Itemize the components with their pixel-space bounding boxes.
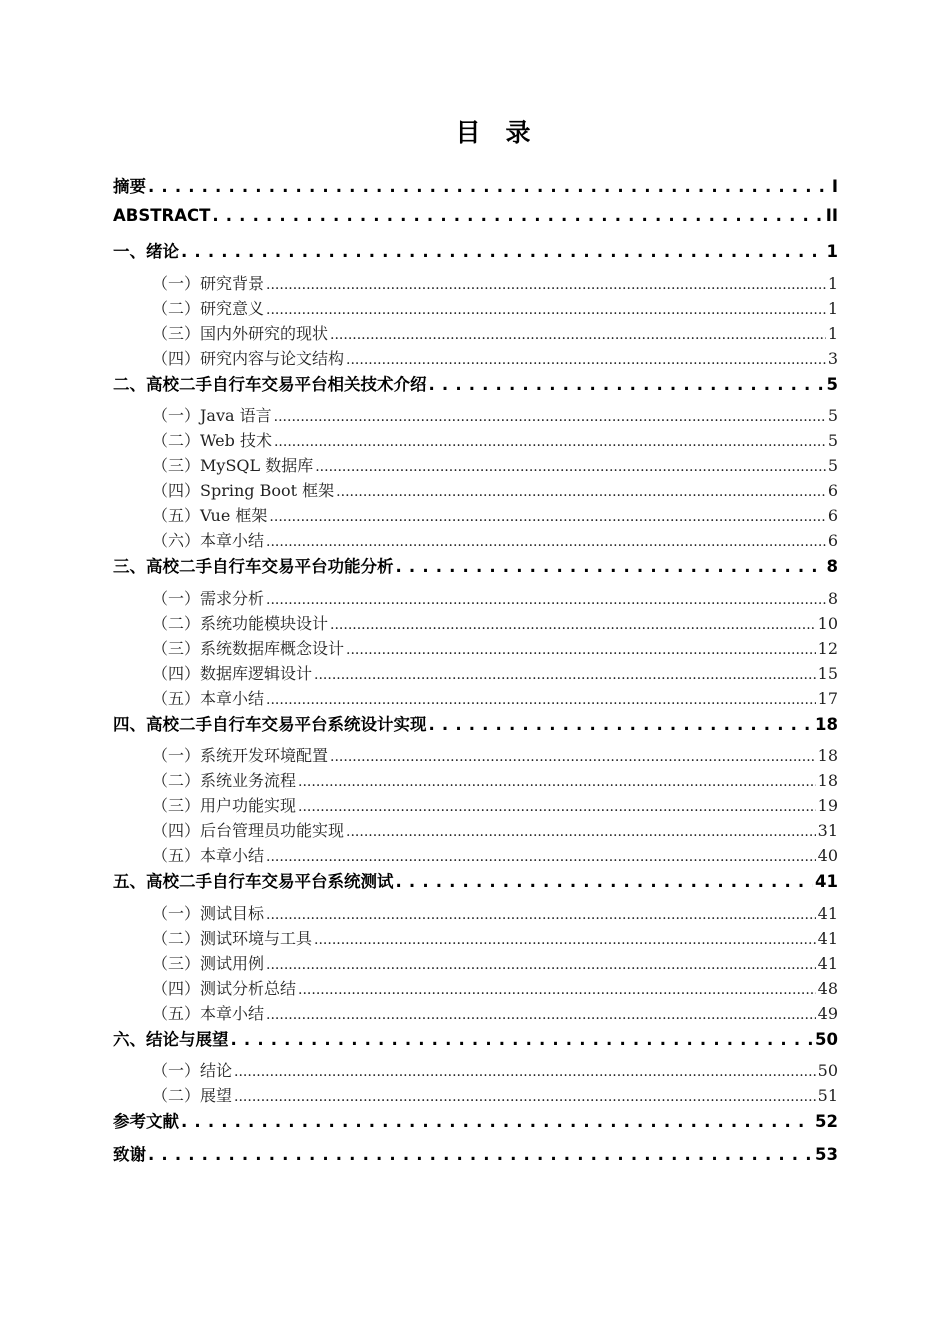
toc-dot-leader xyxy=(346,639,816,658)
toc-page-number: 10 xyxy=(817,613,838,633)
toc-dot-leader xyxy=(314,664,816,683)
toc-entry-label: Vue 框架 xyxy=(200,506,268,525)
toc-entry-number: （四） xyxy=(152,348,201,368)
toc-entry-number: （三） xyxy=(152,796,201,815)
toc-page-number: 18 xyxy=(815,714,838,734)
toc-page-number: 1 xyxy=(827,298,838,318)
toc-entry-number: 五、 xyxy=(113,872,146,891)
toc-page-number: 41 xyxy=(817,928,838,948)
toc-entry-label: 后台管理员功能实现 xyxy=(200,821,345,840)
toc-page-number: 19 xyxy=(817,796,838,815)
toc-section-entry[interactable] xyxy=(113,321,838,346)
toc-chapter-entry[interactable] xyxy=(113,1141,838,1174)
page-title: 目 录 xyxy=(455,118,531,147)
toc-entry-label: 用户功能实现 xyxy=(200,796,297,815)
toc-entry-number: （二） xyxy=(152,431,201,450)
toc-entry-number: （一） xyxy=(152,588,201,608)
toc-page-number: 48 xyxy=(817,978,838,998)
toc-entry-number: （二） xyxy=(152,298,201,318)
toc-entry-label: 高校二手自行车交易平台系统设计实现 xyxy=(146,714,427,734)
toc-dot-leader xyxy=(181,242,825,261)
toc-page-number: 52 xyxy=(815,1112,838,1131)
toc-entry-label: 研究意义 xyxy=(200,298,265,318)
toc-page-number: 8 xyxy=(827,588,838,608)
toc-dot-leader xyxy=(274,406,826,425)
toc-page-number: 41 xyxy=(815,872,838,891)
toc-entry-number: （二） xyxy=(152,613,201,633)
toc-dot-leader xyxy=(266,299,826,318)
toc-page-number: 3 xyxy=(827,348,838,368)
toc-dot-leader xyxy=(234,1061,816,1080)
toc-entry-label: 高校二手自行车交易平台系统测试 xyxy=(146,872,394,891)
toc-entry-label: ABSTRACT xyxy=(113,205,211,225)
toc-entry-label: 致谢 xyxy=(113,1144,146,1164)
toc-page-number: 1 xyxy=(827,323,838,343)
toc-entry-label: 系统功能模块设计 xyxy=(200,613,329,633)
toc-entry-number: 二、 xyxy=(113,374,146,394)
toc-dot-leader xyxy=(148,1145,813,1164)
toc-entry-number: 三、 xyxy=(113,557,146,576)
toc-section-entry[interactable] xyxy=(113,843,838,868)
toc-page-number: 51 xyxy=(817,1086,838,1105)
toc-entry-number: （四） xyxy=(152,663,201,683)
toc-page-number: 31 xyxy=(817,821,838,840)
toc-dot-leader xyxy=(266,531,826,550)
toc-entry-number: 一、 xyxy=(113,242,146,261)
toc-entry-number: （五） xyxy=(152,688,201,708)
toc-dot-leader xyxy=(298,796,816,815)
toc-section-entry[interactable] xyxy=(113,661,838,686)
toc-entry-number: （五） xyxy=(152,1003,201,1023)
toc-chapter-entry[interactable] xyxy=(113,868,838,901)
toc-entry-number: （一） xyxy=(152,903,201,923)
toc-entry-label: 测试用例 xyxy=(200,953,265,973)
toc-section-entry[interactable] xyxy=(113,611,838,636)
toc-chapter-entry[interactable] xyxy=(113,553,838,586)
toc-entry-label: 系统开发环境配置 xyxy=(200,746,329,765)
toc-entry-label: 系统业务流程 xyxy=(200,771,297,790)
toc-entry-number: （四） xyxy=(152,481,201,500)
toc-entry-label: 系统数据库概念设计 xyxy=(200,638,345,658)
toc-section-entry[interactable] xyxy=(113,951,838,976)
toc-section-entry[interactable] xyxy=(113,296,838,321)
toc-page-number: I xyxy=(831,177,838,196)
toc-entry-label: 摘要 xyxy=(113,177,146,196)
toc-section-entry[interactable] xyxy=(113,976,838,1001)
toc-entry-number: （三） xyxy=(152,638,201,658)
toc-dot-leader xyxy=(330,614,816,633)
toc-page-number: 5 xyxy=(827,431,838,450)
toc-entry-label: 本章小结 xyxy=(200,1003,265,1023)
toc-entry-label: 结论与展望 xyxy=(146,1029,229,1049)
toc-entry-label: Java 语言 xyxy=(200,406,272,425)
table-of-contents xyxy=(113,173,838,1173)
toc-chapter-entry[interactable] xyxy=(113,1108,838,1141)
toc-entry-label: 国内外研究的现状 xyxy=(200,323,329,343)
toc-page-number: 50 xyxy=(817,1061,838,1080)
toc-dot-leader xyxy=(148,177,830,196)
toc-dot-leader xyxy=(315,456,826,475)
toc-chapter-entry[interactable] xyxy=(113,206,838,239)
toc-entry-label: 绪论 xyxy=(146,242,179,261)
toc-section-entry[interactable] xyxy=(113,346,838,371)
toc-entry-number: （六） xyxy=(152,531,201,550)
toc-section-entry[interactable] xyxy=(113,428,838,453)
toc-section-entry[interactable] xyxy=(113,793,838,818)
toc-entry-number: （五） xyxy=(152,846,201,865)
toc-entry-number: （五） xyxy=(152,506,201,525)
toc-dot-leader xyxy=(298,771,816,790)
toc-dot-leader xyxy=(346,821,816,840)
toc-dot-leader xyxy=(266,589,826,608)
toc-entry-label: 测试目标 xyxy=(200,903,265,923)
toc-chapter-entry[interactable] xyxy=(113,711,838,744)
toc-entry-number: （三） xyxy=(152,323,201,343)
toc-dot-leader xyxy=(330,746,816,765)
toc-entry-number: （四） xyxy=(152,978,201,998)
toc-dot-leader xyxy=(231,1030,814,1049)
toc-dot-leader xyxy=(396,872,814,891)
toc-entry-label: 本章小结 xyxy=(200,531,265,550)
toc-entry-label: 需求分析 xyxy=(200,588,265,608)
toc-page-number: 40 xyxy=(817,846,838,865)
toc-chapter-entry[interactable] xyxy=(113,371,838,404)
toc-page-number: 12 xyxy=(817,638,838,658)
toc-page-number: 5 xyxy=(827,406,838,425)
toc-section-entry[interactable] xyxy=(113,1083,838,1108)
toc-dot-leader xyxy=(234,1086,816,1105)
toc-entry-label: 展望 xyxy=(200,1086,233,1105)
toc-entry-label: 测试环境与工具 xyxy=(200,928,313,948)
toc-dot-leader xyxy=(429,375,825,394)
toc-dot-leader xyxy=(266,846,816,865)
toc-dot-leader xyxy=(298,979,816,998)
toc-section-entry[interactable] xyxy=(113,453,838,478)
toc-dot-leader xyxy=(336,481,826,500)
toc-chapter-entry[interactable] xyxy=(113,1026,838,1059)
toc-dot-leader xyxy=(212,206,823,225)
toc-dot-leader xyxy=(429,715,814,734)
toc-section-entry[interactable] xyxy=(113,743,838,768)
toc-section-entry[interactable] xyxy=(113,636,838,661)
toc-section-entry[interactable] xyxy=(113,926,838,951)
toc-page-number: 17 xyxy=(817,688,838,708)
toc-section-entry[interactable] xyxy=(113,586,838,611)
toc-page-number: II xyxy=(825,205,838,225)
toc-entry-label: 测试分析总结 xyxy=(200,978,297,998)
toc-entry-label: 结论 xyxy=(200,1061,233,1080)
toc-section-entry[interactable] xyxy=(113,528,838,553)
toc-page-number: 6 xyxy=(827,506,838,525)
toc-entry-label: 高校二手自行车交易平台相关技术介绍 xyxy=(146,374,427,394)
toc-section-entry[interactable] xyxy=(113,271,838,296)
toc-dot-leader xyxy=(269,506,825,525)
toc-dot-leader xyxy=(266,954,816,973)
toc-entry-label: 参考文献 xyxy=(113,1112,179,1131)
toc-page-number: 41 xyxy=(817,903,838,923)
toc-entry-number: （三） xyxy=(152,456,201,475)
toc-section-entry[interactable] xyxy=(113,818,838,843)
toc-section-entry[interactable] xyxy=(113,478,838,503)
toc-entry-label: MySQL 数据库 xyxy=(200,456,314,475)
toc-dot-leader xyxy=(266,904,816,923)
toc-entry-number: （三） xyxy=(152,953,201,973)
toc-section-entry[interactable] xyxy=(113,403,838,428)
toc-entry-label: 本章小结 xyxy=(200,846,265,865)
toc-section-entry[interactable] xyxy=(113,503,838,528)
toc-chapter-entry[interactable] xyxy=(113,238,838,271)
toc-page-number: 50 xyxy=(815,1029,838,1049)
toc-dot-leader xyxy=(266,274,826,293)
toc-entry-number: （一） xyxy=(152,1061,201,1080)
toc-entry-label: 研究背景 xyxy=(200,273,265,293)
toc-section-entry[interactable] xyxy=(113,901,838,926)
toc-entry-number: （一） xyxy=(152,406,201,425)
toc-entry-number: （二） xyxy=(152,771,201,790)
toc-dot-leader xyxy=(396,557,825,576)
toc-entry-label: Spring Boot 框架 xyxy=(200,481,335,500)
toc-dot-leader xyxy=(266,689,816,708)
toc-page-number: 49 xyxy=(817,1003,838,1023)
toc-page-number: 6 xyxy=(827,531,838,550)
toc-chapter-entry[interactable] xyxy=(113,173,838,206)
toc-entry-label: 高校二手自行车交易平台功能分析 xyxy=(146,557,394,576)
toc-section-entry[interactable] xyxy=(113,686,838,711)
toc-entry-label: 本章小结 xyxy=(200,688,265,708)
toc-page-number: 18 xyxy=(817,771,838,790)
toc-page-number: 6 xyxy=(827,481,838,500)
toc-entry-label: Web 技术 xyxy=(200,431,272,450)
toc-page-number: 1 xyxy=(826,242,838,261)
toc-entry-number: 四、 xyxy=(113,714,146,734)
toc-entry-label: 数据库逻辑设计 xyxy=(200,663,313,683)
toc-page-number: 53 xyxy=(815,1144,838,1164)
toc-dot-leader xyxy=(266,1004,816,1023)
toc-page-number: 5 xyxy=(826,374,838,394)
toc-section-entry[interactable] xyxy=(113,768,838,793)
toc-entry-number: （二） xyxy=(152,928,201,948)
toc-page-number: 15 xyxy=(817,663,838,683)
toc-entry-number: （一） xyxy=(152,273,201,293)
toc-dot-leader xyxy=(330,324,826,343)
toc-page-number: 5 xyxy=(827,456,838,475)
toc-entry-number: （四） xyxy=(152,821,201,840)
toc-dot-leader xyxy=(314,929,816,948)
toc-page-number: 8 xyxy=(826,557,838,576)
toc-section-entry[interactable] xyxy=(113,1001,838,1026)
toc-page-number: 18 xyxy=(817,746,838,765)
toc-entry-label: 研究内容与论文结构 xyxy=(200,348,345,368)
toc-dot-leader xyxy=(274,431,826,450)
toc-dot-leader xyxy=(346,349,826,368)
toc-entry-number: （一） xyxy=(152,746,201,765)
toc-dot-leader xyxy=(181,1112,813,1131)
toc-entry-number: （二） xyxy=(152,1086,201,1105)
toc-page-number: 1 xyxy=(827,273,838,293)
toc-page-number: 41 xyxy=(817,953,838,973)
toc-section-entry[interactable] xyxy=(113,1058,838,1083)
toc-entry-number: 六、 xyxy=(113,1029,146,1049)
